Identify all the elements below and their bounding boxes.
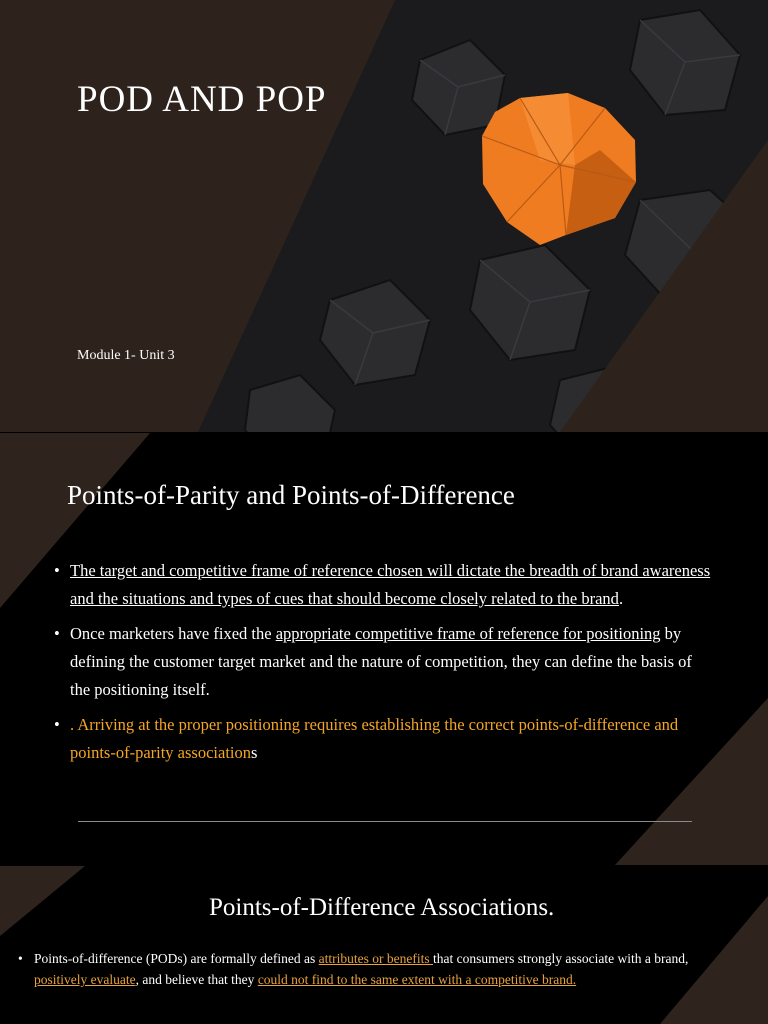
underlined-text: The target and competitive frame of reference chosen will dictate the breadth of brand awareness and the situations and types of cues that should become closely related to the brand: [70, 561, 711, 608]
bullet-icon: •: [18, 951, 23, 966]
divider: [78, 821, 692, 822]
text: by defining the customer target market and the nature of competition, they can define the basis of the positioning itself.: [70, 624, 692, 699]
hyperlink[interactable]: could not find to the same extent with a competitive brand.: [257, 972, 577, 987]
content-slide: [0, 433, 768, 865]
hyperlink[interactable]: attributes or benefits: [318, 951, 433, 966]
text: , and believe that they: [135, 972, 258, 987]
slide-title: POD AND POP: [77, 79, 327, 120]
bullet-list: [52, 557, 712, 774]
bullet-icon: •: [54, 561, 60, 580]
underlined-text: appropriate competitive frame of reference for positioning: [275, 624, 661, 643]
highlighted-text: . Arriving at the proper positioning requires establishing the correct points-of-difference and points-of-parity association: [70, 715, 679, 762]
list-item: [18, 948, 730, 990]
bullet-icon: •: [54, 715, 60, 734]
bullet-icon: •: [54, 624, 60, 643]
slide-subtitle: Module 1- Unit 3: [77, 348, 175, 363]
list-item: [52, 711, 712, 767]
slide-background-shapes: [0, 866, 768, 1024]
text: s: [251, 743, 258, 762]
text: that consumers strongly associate with a brand,: [433, 951, 689, 966]
hyperlink[interactable]: positively evaluate: [34, 972, 136, 987]
text: Points-of-difference (PODs) are formally defined as: [34, 951, 319, 966]
title-slide: [0, 0, 768, 432]
list-item: [52, 620, 712, 704]
slide-title: Points-of-Difference Associations.: [209, 894, 555, 921]
text: .: [618, 589, 624, 608]
text: Once marketers have fixed the: [70, 624, 276, 643]
umbrella-background-image: [0, 0, 768, 432]
bullet-list: [18, 948, 730, 990]
content-slide: [0, 866, 768, 1024]
list-item: [52, 557, 712, 613]
slide-title: Points-of-Parity and Points-of-Difference: [67, 480, 515, 510]
